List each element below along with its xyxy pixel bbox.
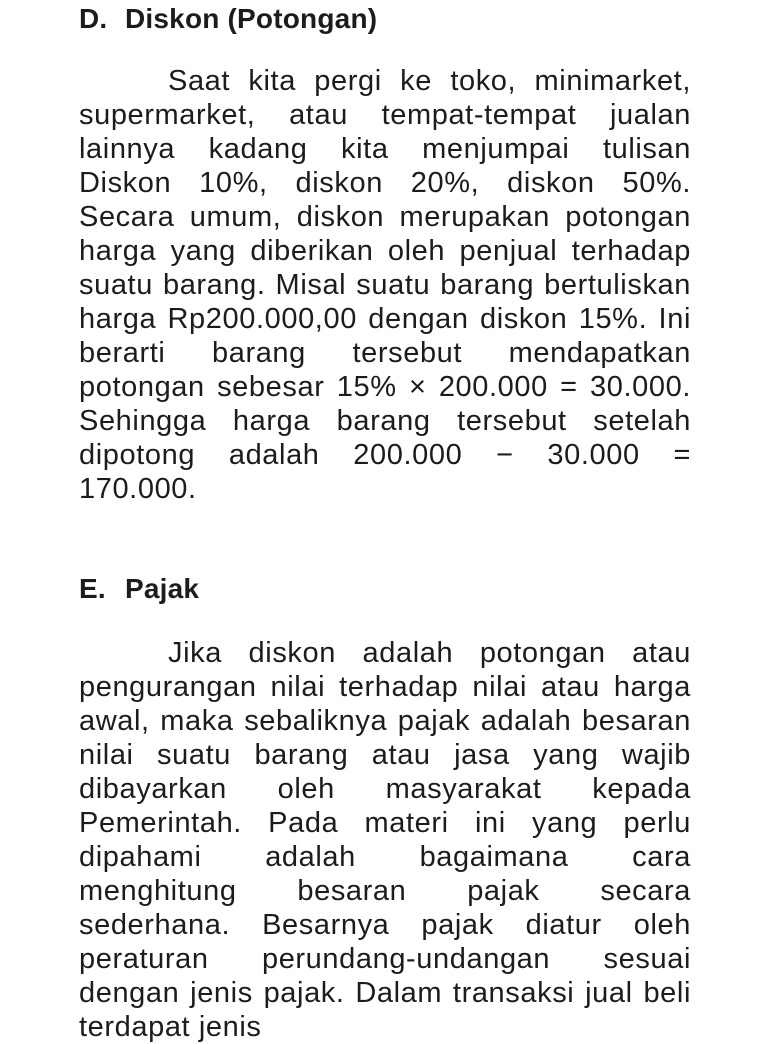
section-title: Diskon (Potongan) bbox=[125, 3, 378, 34]
section-letter: E. bbox=[79, 573, 106, 604]
section-heading-diskon bbox=[79, 2, 377, 36]
section-heading-pajak bbox=[79, 572, 199, 606]
section-paragraph-pajak: Jika diskon adalah potongan atau pengurangan nilai terhadap nilai atau harga awal, maka sebaliknya pajak adalah besaran nilai suatu barang atau jasa yang wajib dibayarkan oleh masyarakat kepada Pemerintah. Pada materi ini yang perlu dipahami adalah bagaimana cara menghitung besaran pajak secara sederhana. Besarnya pajak diatur oleh peraturan perundang-undangan sesuai dengan jenis pajak. Dalam transaksi jual beli terdapat jenis bbox=[79, 637, 691, 1043]
section-title: Pajak bbox=[125, 573, 200, 604]
section-letter: D. bbox=[79, 3, 108, 34]
section-paragraph-diskon: Saat kita pergi ke toko, minimarket, supermarket, atau tempat-tempat jualan lainnya kadang kita menjumpai tulisan Diskon 10%, diskon 20%, diskon 50%. Secara umum, diskon merupakan potongan harga yang diberikan oleh penjual terhadap suatu barang. Misal suatu barang bertuliskan harga Rp200.000,00 dengan diskon 15%. Ini berarti barang tersebut mendapatkan potongan sebesar 15% × 200.000 = 30.000. Sehingga harga barang tersebut setelah dipotong adalah 200.000 − 30.000 = 170.000. bbox=[79, 65, 691, 505]
